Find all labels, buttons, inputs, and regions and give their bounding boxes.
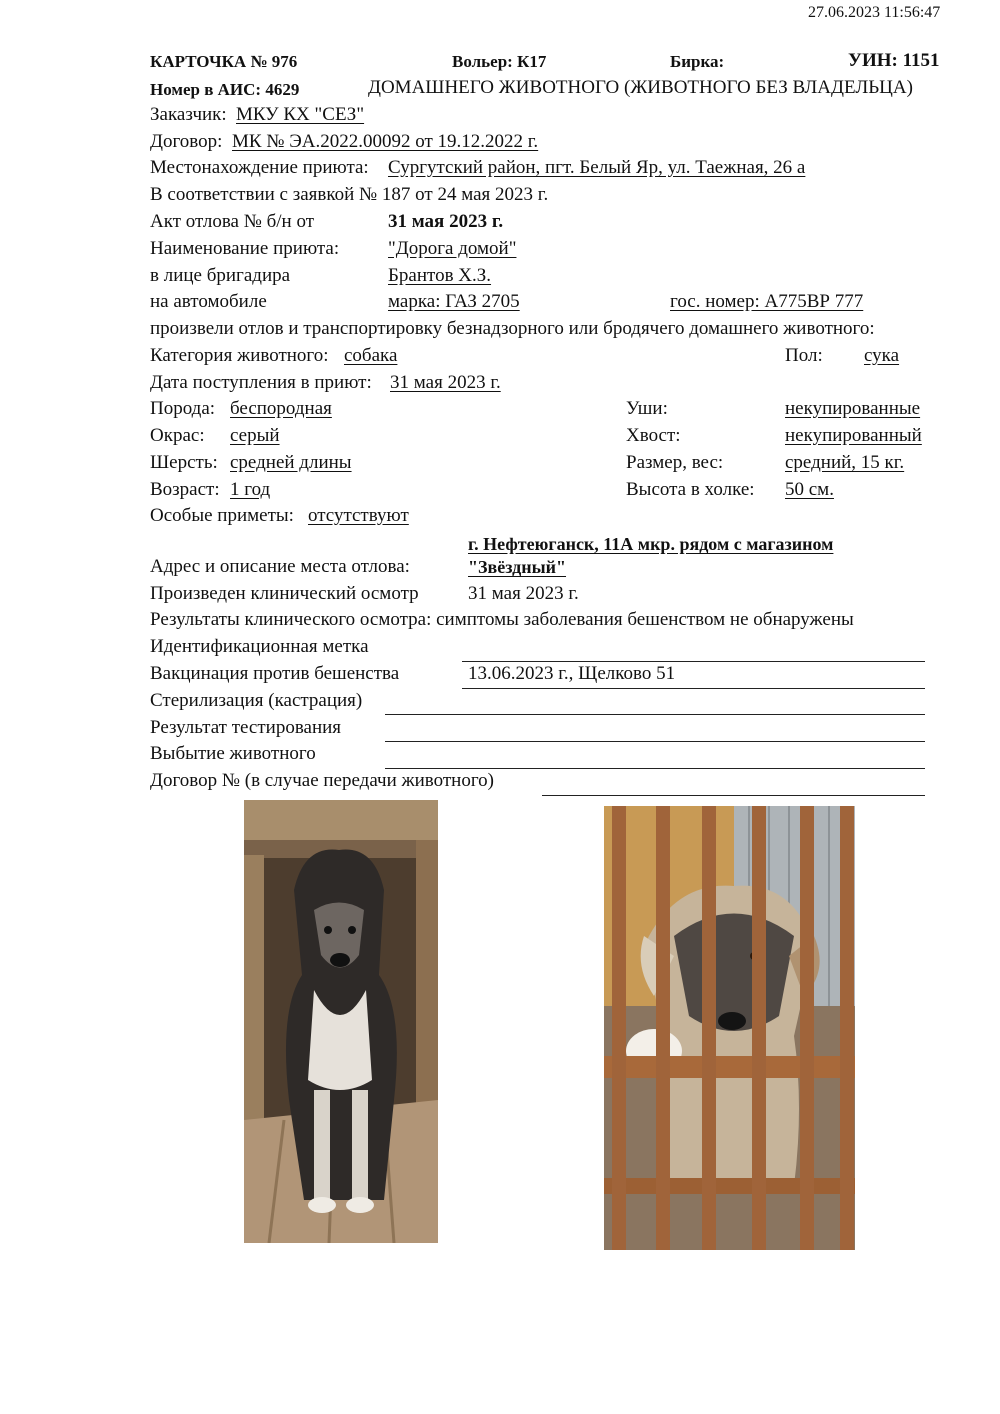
color-value: серый [230, 425, 280, 446]
customer-value: МКУ КХ "СЕЗ" [236, 104, 365, 125]
marks-label: Особые приметы: [150, 505, 294, 526]
contract-value: МК № ЭА.2022.00092 от 19.12.2022 г. [232, 131, 539, 152]
customer-label: Заказчик: [150, 104, 227, 125]
exam-value: 31 мая 2023 г. [468, 583, 579, 604]
sex-label: Пол: [785, 345, 823, 366]
testing-line [385, 741, 925, 742]
print-timestamp: 27.06.2023 11:56:47 [808, 4, 941, 21]
height-label: Высота в холке: [626, 479, 755, 500]
dog-photo-wooden-box [244, 800, 438, 1243]
ears-value: некупированные [785, 398, 921, 419]
testing-label: Результат тестирования [150, 717, 342, 738]
marks-value: отсутствуют [308, 505, 409, 526]
breed-label: Порода: [150, 398, 216, 419]
catch-act-label: Акт отлова № б/н от [150, 211, 315, 232]
breed-value: беспородная [230, 398, 332, 419]
coat-label: Шерсть: [150, 452, 218, 473]
vaccination-value: 13.06.2023 г., Щелково 51 [468, 663, 676, 684]
exam-result: Результаты клинического осмотра: симптомы заболевания бешенством не обнаружены [150, 609, 854, 630]
catch-address-line2: "Звёздный" [468, 557, 567, 577]
catch-act-date: 31 мая 2023 г. [388, 211, 504, 232]
shelter-name-value: "Дорога домой" [388, 238, 517, 259]
age-label: Возраст: [150, 479, 220, 500]
color-label: Окрас: [150, 425, 205, 446]
ears-label: Уши: [626, 398, 668, 419]
size-value: средний, 15 кг. [785, 452, 905, 473]
id-mark-label: Идентификационная метка [150, 636, 369, 657]
size-label: Размер, вес: [626, 452, 724, 473]
shelter-name-label: Наименование приюта: [150, 238, 340, 259]
id-mark-line [462, 661, 925, 662]
action-text: произвели отлов и транспортировку безнадзорного или бродячего домашнего животного: [150, 318, 875, 339]
vehicle-plate: гос. номер: А775ВР 777 [670, 291, 864, 312]
age-value: 1 год [230, 479, 271, 500]
request-text: В соответствии с заявкой № 187 от 24 мая 2023 г. [150, 184, 549, 205]
foreman-label: в лице бригадира [150, 265, 291, 286]
enclosure-number: Вольер: К17 [452, 52, 547, 71]
card-title: ДОМАШНЕГО ЖИВОТНОГО (ЖИВОТНОГО БЕЗ ВЛАДЕЛЬЦА) [368, 77, 913, 98]
departure-label: Выбытие животного [150, 743, 316, 764]
vehicle-model: марка: ГАЗ 2705 [388, 291, 520, 312]
height-value: 50 см. [785, 479, 834, 500]
catch-address-line1: г. Нефтеюганск, 11А мкр. рядом с магазином [468, 534, 834, 554]
arrival-value: 31 мая 2023 г. [390, 372, 501, 393]
category-label: Категория животного: [150, 345, 329, 366]
tail-value: некупированный [785, 425, 922, 446]
tag-label: Бирка: [670, 52, 725, 71]
transfer-label: Договор № (в случае передачи животного) [150, 770, 494, 791]
uin-number: УИН: 1151 [848, 50, 940, 71]
tail-label: Хвост: [626, 425, 681, 446]
dog-photo-behind-bars [604, 806, 855, 1250]
ais-number: Номер в АИС: 4629 [150, 80, 300, 99]
vaccination-label: Вакцинация против бешенства [150, 663, 400, 684]
vaccination-line [462, 688, 925, 689]
coat-value: средней длины [230, 452, 352, 473]
catch-address-label: Адрес и описание места отлова: [150, 556, 410, 577]
sterilization-line [385, 714, 925, 715]
shelter-location-value: Сургутский район, пгт. Белый Яр, ул. Таежная, 26 а [388, 157, 806, 178]
category-value: собака [344, 345, 398, 366]
card-number: КАРТОЧКА № 976 [150, 52, 298, 71]
foreman-value: Брантов Х.З. [388, 265, 492, 286]
sex-value: сука [864, 345, 900, 366]
transfer-line [542, 795, 925, 796]
arrival-label: Дата поступления в приют: [150, 372, 372, 393]
exam-label: Произведен клинический осмотр [150, 583, 419, 604]
shelter-location-label: Местонахождение приюта: [150, 157, 369, 178]
departure-line [385, 768, 925, 769]
sterilization-label: Стерилизация (кастрация) [150, 690, 363, 711]
contract-label: Договор: [150, 131, 223, 152]
vehicle-label: на автомобиле [150, 291, 267, 312]
